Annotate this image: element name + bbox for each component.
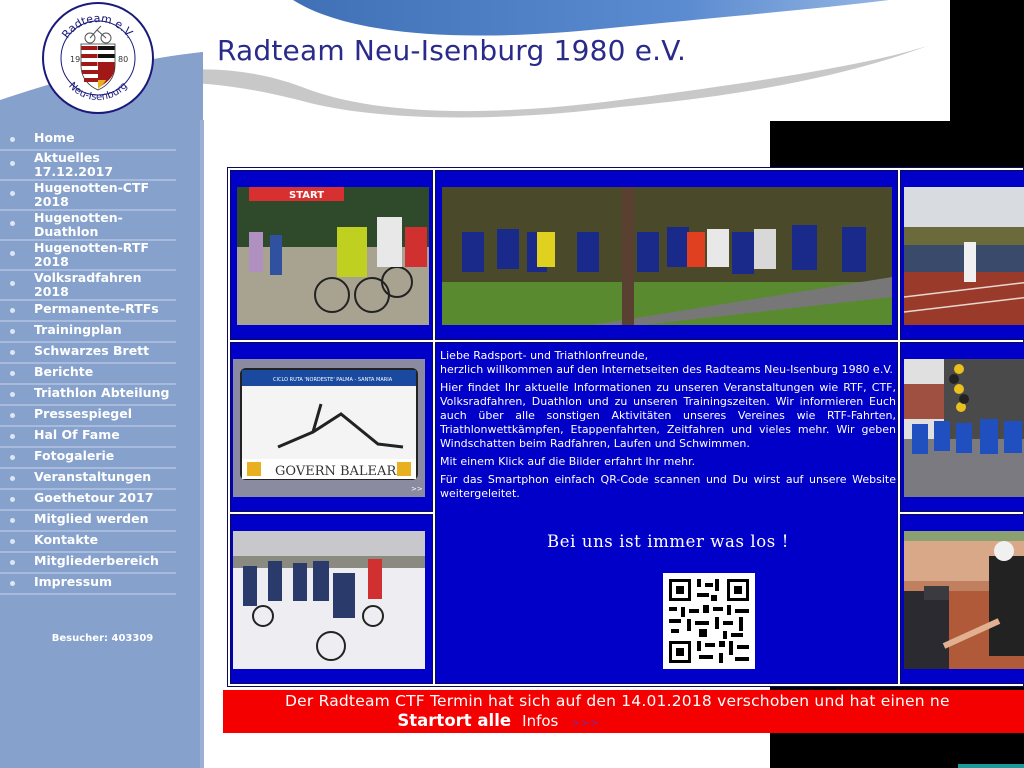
- svg-text:Radteam e.V.: Radteam e.V.: [59, 11, 137, 41]
- sidebar-item-volksradfahren[interactable]: Volksradfahren 2018: [0, 271, 176, 301]
- visitor-counter: Besucher: 403309: [51, 633, 154, 644]
- bullet-icon: [10, 371, 15, 376]
- sidebar-item-berichte[interactable]: Berichte: [0, 364, 176, 385]
- photo-finish-line[interactable]: [904, 531, 1024, 669]
- svg-text:CICLO RUTA 'NORDESTE' PALMA -: CICLO RUTA 'NORDESTE' PALMA - SANTA MARIA: [273, 377, 393, 383]
- sidebar-item-veranstaltungen[interactable]: Veranstaltungen: [0, 469, 176, 490]
- sidebar-item-impressum[interactable]: Impressum: [0, 574, 176, 595]
- sidebar-item-mitglied-werden[interactable]: Mitglied werden: [0, 511, 176, 532]
- bullet-icon: [10, 137, 15, 142]
- grid-cell: [900, 514, 1024, 684]
- bullet-icon: [10, 434, 15, 439]
- photo-image: [904, 187, 1024, 325]
- sidebar-item-kontakte[interactable]: Kontakte: [0, 532, 176, 553]
- grid-cell: [435, 170, 898, 340]
- photo-route-sign[interactable]: [233, 359, 425, 497]
- bullet-icon: [10, 329, 15, 334]
- sidebar-item-pressespiegel[interactable]: Pressespiegel: [0, 406, 176, 427]
- photo-image: [904, 359, 1024, 497]
- banner-strong-text: Startort alle: [397, 711, 512, 730]
- banner-line2: [223, 711, 1024, 730]
- photo-image: [442, 187, 892, 325]
- svg-text:Neu-Isenburg: Neu-Isenburg: [66, 80, 130, 104]
- photo-image: [233, 531, 425, 669]
- grid-cell: [900, 170, 1024, 340]
- sidebar-item-hugenotten-rtf[interactable]: Hugenotten-RTF 2018: [0, 241, 176, 271]
- sidebar-item-hugenotten-duathlon[interactable]: Hugenotten-Duathlon: [0, 211, 176, 241]
- photo-snow-ride[interactable]: [233, 531, 425, 669]
- arrows-icon[interactable]: >>>: [571, 718, 600, 729]
- bullet-icon: [10, 560, 15, 565]
- bullet-icon: [10, 455, 15, 460]
- bullet-icon: [10, 497, 15, 502]
- banner-infos-link[interactable]: Infos: [522, 712, 559, 730]
- club-logo[interactable]: [42, 2, 154, 114]
- sidebar-item-hugenotten-ctf[interactable]: Hugenotten-CTF 2018: [0, 181, 176, 211]
- sidebar-item-home[interactable]: Home: [0, 130, 176, 151]
- news-ticker-banner[interactable]: [223, 690, 1024, 733]
- grid-cell: [230, 342, 433, 512]
- svg-text:>>: >>: [411, 485, 423, 493]
- qr-code-icon: [663, 573, 755, 669]
- welcome-cell: [435, 342, 898, 684]
- qr-code[interactable]: [663, 573, 755, 669]
- svg-text:80: 80: [118, 55, 129, 64]
- grid-cell: [230, 170, 433, 340]
- photo-image: [233, 359, 425, 497]
- slogan: Bei uns ist immer was los !: [547, 532, 789, 551]
- bullet-icon: [10, 392, 15, 397]
- banner-text: Der Radteam CTF Termin hat sich auf den 14.01.2018 verschoben und hat einen ne: [285, 692, 950, 710]
- sidebar-item-aktuelles[interactable]: Aktuelles 17.12.2017: [0, 151, 176, 181]
- photo-image: [904, 531, 1024, 669]
- sidebar-item-goethetour[interactable]: Goethetour 2017: [0, 490, 176, 511]
- grid-cell: [230, 514, 433, 684]
- teal-bar: [958, 764, 1024, 768]
- bullet-icon: [10, 308, 15, 313]
- svg-text:GOVERN BALEAR: GOVERN BALEAR: [275, 464, 397, 479]
- photo-group-ride[interactable]: [442, 187, 892, 325]
- welcome-text: Liebe Radsport- und Triathlonfreunde, herzlich willkommen auf den Internetseiten des Radteams Neu-Isenburg 1980 e.V. Hier findet Ihr aktuelle Informationen zu unseren Veranstaltungen wie RTF, CTF, Volksradfahren, Duathlon und zu unseren Trainingszeiten. Wir informieren Euch auch über alle sonstigen Aktivitäten unseres Vereines wie RTF-Fahrten, Triathlonwettkämpfen, Etappenfahrten, Zeitfahren und vieles mehr. Wir geben Windschatten beim Radfahren, Laufen und Schwimmen. Mit einem Klick auf die Bilder erfahrt Ihr mehr. Für das Smartphon einfach QR-Code scannen und Du wirst auf unsere Website weitergeleitet.: [440, 349, 896, 500]
- bullet-icon: [10, 581, 15, 586]
- bullet-icon: [10, 476, 15, 481]
- sidebar-item-permanente-rtfs[interactable]: Permanente-RTFs: [0, 301, 176, 322]
- bullet-icon: [10, 221, 15, 226]
- site-title: Radteam Neu-Isenburg 1980 e.V.: [217, 34, 687, 67]
- bullet-icon: [10, 161, 15, 166]
- photo-running-start[interactable]: [904, 187, 1024, 325]
- photo-ctf-start[interactable]: [237, 187, 429, 325]
- bullet-icon: [10, 413, 15, 418]
- bullet-icon: [10, 281, 15, 286]
- content-grid: [227, 167, 1024, 687]
- bullet-icon: [10, 251, 15, 256]
- club-crest-icon: [44, 4, 152, 112]
- sidebar-item-hal-of-fame[interactable]: Hal Of Fame: [0, 427, 176, 448]
- svg-text:19: 19: [70, 55, 81, 64]
- bullet-icon: [10, 518, 15, 523]
- photo-image: [237, 187, 429, 325]
- bullet-icon: [10, 191, 15, 196]
- sidebar-item-mitgliederbereich[interactable]: Mitgliederbereich: [0, 553, 176, 574]
- bullet-icon: [10, 350, 15, 355]
- grid-cell: [900, 342, 1024, 512]
- sidebar-item-trainingplan[interactable]: Trainingplan: [0, 322, 176, 343]
- sidebar-item-triathlon[interactable]: Triathlon Abteilung: [0, 385, 176, 406]
- bullet-icon: [10, 539, 15, 544]
- sidebar-nav: [0, 130, 203, 595]
- sidebar-item-schwarzes-brett[interactable]: Schwarzes Brett: [0, 343, 176, 364]
- sidebar-item-fotogalerie[interactable]: Fotogalerie: [0, 448, 176, 469]
- svg-text:START: START: [289, 190, 325, 201]
- photo-team-stage[interactable]: [904, 359, 1024, 497]
